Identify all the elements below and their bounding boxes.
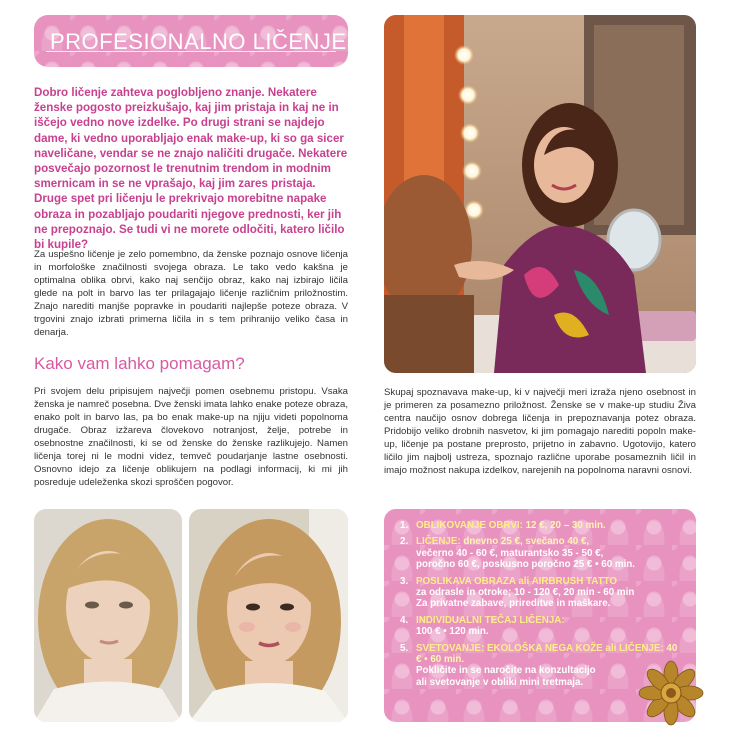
service-detail: Za privatne zabave, prireditve in maškare. bbox=[416, 598, 611, 610]
after-face-illustration bbox=[189, 509, 348, 722]
after-makeup-photo bbox=[189, 509, 348, 722]
service-title: SVETOVANJE: EKOLOŠKA NEGA KOŽE ali LIČENJE: bbox=[416, 642, 667, 654]
service-detail: za odrasle in otroke; 10 - 120 €, 20 min - 60 min bbox=[416, 587, 635, 599]
service-price: dnevno 25 €, svečano 40 €, bbox=[463, 536, 590, 548]
service-item: 4. INDIVIDUALNI TEČAJ LIČENJA: 100 € • 120 min. bbox=[396, 615, 682, 638]
service-detail: poročno 60 €, poskusno poročno 25 € • 60 min. bbox=[416, 559, 636, 571]
before-face-illustration bbox=[34, 509, 182, 722]
service-price: 12 €, 20 – 30 min. bbox=[525, 520, 606, 531]
before-makeup-photo bbox=[34, 509, 182, 722]
service-item: 5. SVETOVANJE: EKOLOŠKA NEGA KOŽE ali LIČENJE: 40 € • 60 min. Pokličite in se naročite na konzultacijo ali svetovanje v obliki mini tretmaja. bbox=[396, 643, 682, 689]
flower-ornament bbox=[636, 660, 706, 726]
service-detail: Pokličite in se naročite na konzultacijo bbox=[416, 665, 596, 677]
service-title: POSLIKAVA OBRAZA ali AIRBRUSH TATTO bbox=[416, 575, 618, 587]
decorative-flower-icon bbox=[636, 660, 706, 726]
makeup-artist-illustration bbox=[384, 15, 696, 373]
intro-lead-paragraph: Dobro ličenje zahteva poglobljeno znanje. Nekatere ženske pogosto preizkušajo, kaj jim pristaja in kaj ne in iščejo vedno nove izdelke. Po drugi strani se najdejo dame, ki vedno uporabljajo enak make-up, ki so ga sicer naveličane, vendar se ne znajo naličiti drugače. Nekatere posvečajo pozornost le trenutnim trendom in modnim smernicam in se ne vprašajo, kaj jim zares pristaja. Druge spet pri ličenju le prekrivajo morebitne napake obraza in pozabljajo poudariti njegove prednosti, ker jih ne prepoznajo. Se tudi vi ne morete odločiti, katero ličilo bi kupile? bbox=[34, 86, 348, 252]
title-banner bbox=[34, 15, 348, 67]
title-underline bbox=[46, 51, 336, 52]
makeup-artist-photo bbox=[384, 15, 696, 373]
service-detail: ali svetovanje v obliki mini tretmaja. bbox=[416, 676, 584, 688]
service-detail: 100 € • 120 min. bbox=[416, 626, 489, 638]
section-body-paragraph: Pri svojem delu pripisujem največji pomen osebnemu pristopu. Vsaka ženska je namreč posebna. Dve ženski imata lahko enake poteze obraza, enako polt in barvo las, pa bo enak make-up na njiju videti popolnoma drugače. Obraz izžareva človekovo notranjost, želje, potrebe in osebnostne značilnosti, ki se od ženske do ženske razlikujejo. Namen ličenja torej ni le modni videz, temveč poudarjanje lastne osebnosti. Osnovno idejo za ličenje oblikujem na podlagi informacij, ki mi jih posreduje udeleženka skozi sproščen pogovor. bbox=[34, 386, 348, 488]
service-item: 2. LIČENJE: dnevno 25 €, svečano 40 €, večerno 40 - 60 €, maturantsko 35 - 50 €, poročno 60 €, poskusno poročno 25 € • 60 min. bbox=[396, 536, 682, 570]
intro-body-paragraph: Za uspešno ličenje je zelo pomembno, da ženske poznajo osnove ličenja in morfološke značilnosti svojega obraza. Le tako vedo kakšna je optimalna oblika obrvi, kako naj senčijo obraz, kako naj izbirajo ličila glede na polt in barvo las ter prilagajajo ličenje različnim priložnostim. Znajo narediti manjše popravke in poudariti najlepše poteze obraza. V trgovini znajo izbrati primerna ličila in s tem prihranijo veliko časa in denarja. bbox=[34, 249, 348, 338]
service-price: 40 € • 60 min. bbox=[416, 642, 678, 666]
service-item: 1. OBLIKOVANJE OBRVI: 12 €, 20 – 30 min. bbox=[400, 520, 606, 531]
service-title: OBLIKOVANJE OBRVI: bbox=[416, 520, 526, 531]
service-item: 3. POSLIKAVA OBRAZA ali AIRBRUSH TATTO za odrasle in otroke; 10 - 120 €, 20 min - 60 min Za privatne zabave, prireditve in maškare. bbox=[396, 576, 682, 610]
section-heading: Kako vam lahko pomagam? bbox=[34, 354, 245, 373]
page-title: PROFESIONALNO LIČENJE bbox=[50, 29, 347, 54]
right-body-paragraph: Skupaj spoznavava make-up, ki v največji meri izraža njeno osebnost in je primeren za posamezno priložnost. Ženske se v make-up studiu Živa centra naučijo osnov dobrega ličenja in prepoznavanja potez obraza. Pridobijo veliko drobnih nasvetov, ki jim pomagajo narediti popoln make-up, ličenje pa postane preprosto, prijetno in zabavno. Ugotovijo, katero ličilo jim najbolj ustreza, spoznajo različne uporabe posameznih ličil in imajo možnost nakupa izdelkov, narejenih na popolnoma naravni osnovi. bbox=[384, 387, 696, 476]
service-detail: večerno 40 - 60 €, maturantsko 35 - 50 €, bbox=[416, 547, 604, 559]
service-title: INDIVIDUALNI TEČAJ LIČENJA: bbox=[416, 614, 565, 626]
service-title: LIČENJE: bbox=[416, 536, 464, 548]
